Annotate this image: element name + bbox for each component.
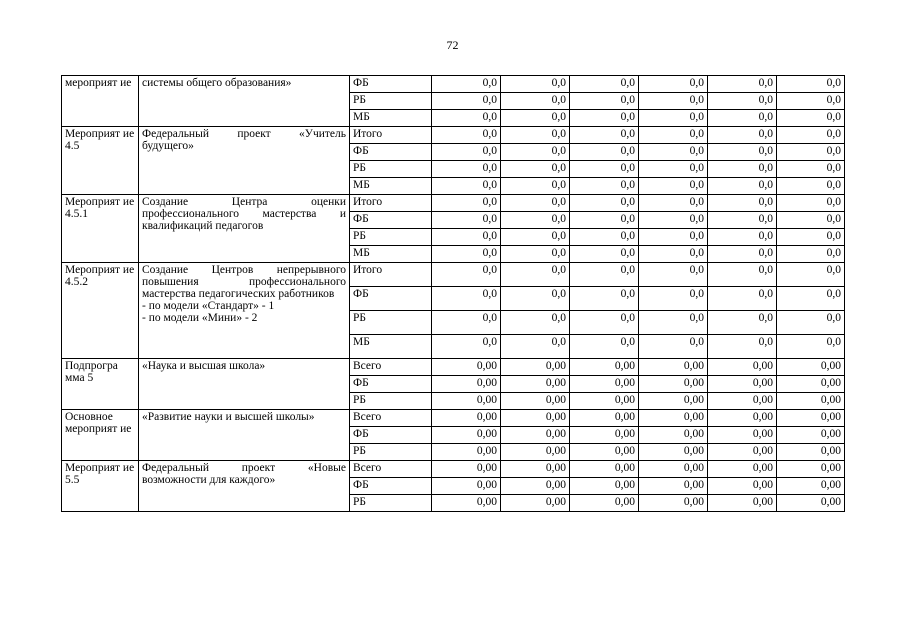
- funding-source-cell: ФБ: [350, 376, 432, 393]
- value-cell: 0,00: [708, 495, 777, 512]
- value-cell: 0,0: [639, 229, 708, 246]
- value-cell: 0,0: [432, 161, 501, 178]
- funding-source-cell: МБ: [350, 246, 432, 263]
- value-cell: 0,00: [639, 376, 708, 393]
- value-cell: 0,00: [570, 461, 639, 478]
- value-cell: 0,0: [501, 335, 570, 359]
- funding-source-cell: ФБ: [350, 478, 432, 495]
- value-cell: 0,00: [777, 461, 845, 478]
- value-cell: 0,0: [501, 178, 570, 195]
- value-cell: 0,0: [570, 287, 639, 311]
- measure-label-cell: Мероприят ие 5.5: [62, 461, 139, 512]
- value-cell: 0,0: [777, 287, 845, 311]
- value-cell: 0,00: [570, 376, 639, 393]
- value-cell: 0,0: [777, 161, 845, 178]
- funding-source-cell: ФБ: [350, 212, 432, 229]
- value-cell: 0,0: [777, 178, 845, 195]
- funding-source-cell: ФБ: [350, 144, 432, 161]
- value-cell: 0,00: [570, 410, 639, 427]
- value-cell: 0,00: [501, 427, 570, 444]
- value-cell: 0,00: [570, 495, 639, 512]
- value-cell: 0,00: [708, 461, 777, 478]
- funding-source-cell: РБ: [350, 311, 432, 335]
- value-cell: 0,00: [570, 359, 639, 376]
- value-cell: 0,00: [432, 410, 501, 427]
- table-row: [62, 127, 845, 144]
- measure-label-cell: Мероприят ие 4.5.2: [62, 263, 139, 359]
- table-row: [62, 359, 845, 376]
- measure-name-cell: Создание Центра оценки профессионального мастерства и квалификаций педагогов: [139, 195, 350, 263]
- value-cell: 0,0: [501, 144, 570, 161]
- funding-source-cell: Всего: [350, 461, 432, 478]
- value-cell: 0,0: [708, 229, 777, 246]
- budget-table: [61, 75, 845, 512]
- value-cell: 0,0: [570, 263, 639, 287]
- value-cell: 0,00: [708, 376, 777, 393]
- value-cell: 0,00: [639, 359, 708, 376]
- value-cell: 0,00: [570, 478, 639, 495]
- funding-source-cell: ФБ: [350, 427, 432, 444]
- value-cell: 0,00: [501, 461, 570, 478]
- value-cell: 0,0: [708, 311, 777, 335]
- funding-source-cell: Всего: [350, 359, 432, 376]
- value-cell: 0,0: [432, 311, 501, 335]
- value-cell: 0,00: [639, 478, 708, 495]
- measure-name-cell: Создание Центров непрерывного повышения профессионального мастерства педагогических работников - по модели «Стандарт» - 1 - по модели «Мини» - 2: [139, 263, 350, 359]
- value-cell: 0,0: [639, 246, 708, 263]
- value-cell: 0,0: [777, 229, 845, 246]
- value-cell: 0,0: [432, 263, 501, 287]
- measure-name-cell: системы общего образования»: [139, 76, 350, 127]
- value-cell: 0,0: [432, 127, 501, 144]
- funding-source-cell: РБ: [350, 93, 432, 110]
- value-cell: 0,0: [570, 195, 639, 212]
- measure-label-cell: Основное мероприят ие: [62, 410, 139, 461]
- value-cell: 0,00: [708, 359, 777, 376]
- value-cell: 0,0: [432, 178, 501, 195]
- funding-source-cell: РБ: [350, 393, 432, 410]
- value-cell: 0,0: [777, 335, 845, 359]
- value-cell: 0,00: [501, 478, 570, 495]
- value-cell: 0,0: [708, 161, 777, 178]
- value-cell: 0,0: [639, 127, 708, 144]
- value-cell: 0,00: [570, 444, 639, 461]
- measure-label-cell: Мероприят ие 4.5: [62, 127, 139, 195]
- value-cell: 0,0: [432, 76, 501, 93]
- funding-source-cell: РБ: [350, 495, 432, 512]
- value-cell: 0,00: [570, 427, 639, 444]
- value-cell: 0,0: [777, 195, 845, 212]
- value-cell: 0,0: [570, 144, 639, 161]
- funding-source-cell: Всего: [350, 410, 432, 427]
- value-cell: 0,00: [708, 478, 777, 495]
- value-cell: 0,0: [639, 178, 708, 195]
- value-cell: 0,00: [777, 495, 845, 512]
- value-cell: 0,0: [777, 127, 845, 144]
- value-cell: 0,00: [639, 444, 708, 461]
- value-cell: 0,00: [777, 376, 845, 393]
- funding-source-cell: РБ: [350, 161, 432, 178]
- value-cell: 0,0: [432, 110, 501, 127]
- value-cell: 0,0: [432, 93, 501, 110]
- value-cell: 0,0: [432, 144, 501, 161]
- value-cell: 0,00: [639, 427, 708, 444]
- value-cell: 0,00: [639, 410, 708, 427]
- value-cell: 0,0: [570, 127, 639, 144]
- value-cell: 0,00: [777, 478, 845, 495]
- value-cell: 0,0: [501, 311, 570, 335]
- value-cell: 0,00: [432, 495, 501, 512]
- measure-label-cell: Подпрогра мма 5: [62, 359, 139, 410]
- measure-name-cell: «Развитие науки и высшей школы»: [139, 410, 350, 461]
- value-cell: 0,0: [432, 212, 501, 229]
- value-cell: 0,0: [708, 263, 777, 287]
- value-cell: 0,0: [570, 93, 639, 110]
- value-cell: 0,0: [708, 76, 777, 93]
- value-cell: 0,0: [501, 246, 570, 263]
- value-cell: 0,00: [432, 376, 501, 393]
- value-cell: 0,0: [639, 287, 708, 311]
- value-cell: 0,00: [501, 376, 570, 393]
- value-cell: 0,0: [639, 144, 708, 161]
- funding-source-cell: МБ: [350, 178, 432, 195]
- value-cell: 0,0: [708, 212, 777, 229]
- value-cell: 0,0: [570, 178, 639, 195]
- table-row: [62, 410, 845, 427]
- value-cell: 0,00: [432, 478, 501, 495]
- value-cell: 0,00: [501, 359, 570, 376]
- measure-label-cell: Мероприят ие 4.5.1: [62, 195, 139, 263]
- funding-source-cell: МБ: [350, 335, 432, 359]
- value-cell: 0,0: [777, 144, 845, 161]
- value-cell: 0,00: [708, 410, 777, 427]
- value-cell: 0,00: [777, 444, 845, 461]
- value-cell: 0,00: [777, 427, 845, 444]
- value-cell: 0,00: [570, 393, 639, 410]
- value-cell: 0,00: [501, 410, 570, 427]
- value-cell: 0,0: [708, 246, 777, 263]
- table-row: [62, 76, 845, 93]
- value-cell: 0,0: [501, 127, 570, 144]
- value-cell: 0,0: [570, 76, 639, 93]
- value-cell: 0,0: [570, 229, 639, 246]
- value-cell: 0,0: [777, 311, 845, 335]
- funding-source-cell: Итого: [350, 195, 432, 212]
- value-cell: 0,0: [708, 144, 777, 161]
- value-cell: 0,00: [432, 444, 501, 461]
- value-cell: 0,00: [777, 410, 845, 427]
- value-cell: 0,0: [501, 161, 570, 178]
- table-row: [62, 461, 845, 478]
- value-cell: 0,00: [708, 427, 777, 444]
- value-cell: 0,0: [777, 93, 845, 110]
- value-cell: 0,0: [501, 110, 570, 127]
- value-cell: 0,00: [777, 359, 845, 376]
- value-cell: 0,0: [639, 335, 708, 359]
- value-cell: 0,0: [432, 195, 501, 212]
- value-cell: 0,0: [639, 110, 708, 127]
- value-cell: 0,0: [639, 93, 708, 110]
- value-cell: 0,00: [501, 495, 570, 512]
- value-cell: 0,0: [501, 93, 570, 110]
- value-cell: 0,00: [639, 461, 708, 478]
- value-cell: 0,00: [777, 393, 845, 410]
- value-cell: 0,0: [639, 263, 708, 287]
- value-cell: 0,0: [708, 110, 777, 127]
- value-cell: 0,0: [708, 127, 777, 144]
- value-cell: 0,0: [570, 161, 639, 178]
- value-cell: 0,0: [708, 335, 777, 359]
- value-cell: 0,0: [777, 110, 845, 127]
- value-cell: 0,0: [777, 246, 845, 263]
- value-cell: 0,00: [639, 393, 708, 410]
- value-cell: 0,0: [639, 212, 708, 229]
- value-cell: 0,0: [777, 76, 845, 93]
- measure-name-cell: Федеральный проект «Новые возможности для каждого»: [139, 461, 350, 512]
- value-cell: 0,00: [432, 393, 501, 410]
- measure-name-cell: «Наука и высшая школа»: [139, 359, 350, 410]
- value-cell: 0,0: [570, 212, 639, 229]
- value-cell: 0,0: [708, 93, 777, 110]
- value-cell: 0,0: [708, 178, 777, 195]
- budget-table-body: [62, 76, 845, 512]
- funding-source-cell: ФБ: [350, 76, 432, 93]
- table-row: [62, 195, 845, 212]
- funding-source-cell: Итого: [350, 127, 432, 144]
- value-cell: 0,0: [570, 246, 639, 263]
- value-cell: 0,0: [639, 195, 708, 212]
- value-cell: 0,0: [570, 110, 639, 127]
- value-cell: 0,0: [639, 76, 708, 93]
- table-row: [62, 263, 845, 287]
- funding-source-cell: МБ: [350, 110, 432, 127]
- value-cell: 0,0: [501, 195, 570, 212]
- value-cell: 0,0: [432, 335, 501, 359]
- value-cell: 0,0: [570, 311, 639, 335]
- value-cell: 0,00: [708, 444, 777, 461]
- funding-source-cell: Итого: [350, 263, 432, 287]
- value-cell: 0,0: [777, 263, 845, 287]
- value-cell: 0,00: [501, 393, 570, 410]
- value-cell: 0,0: [501, 229, 570, 246]
- value-cell: 0,0: [432, 246, 501, 263]
- measure-name-cell: Федеральный проект «Учитель будущего»: [139, 127, 350, 195]
- value-cell: 0,0: [708, 195, 777, 212]
- value-cell: 0,0: [639, 311, 708, 335]
- value-cell: 0,00: [432, 427, 501, 444]
- value-cell: 0,00: [708, 393, 777, 410]
- value-cell: 0,00: [432, 461, 501, 478]
- value-cell: 0,00: [501, 444, 570, 461]
- value-cell: 0,0: [708, 287, 777, 311]
- value-cell: 0,0: [777, 212, 845, 229]
- value-cell: 0,0: [501, 287, 570, 311]
- funding-source-cell: ФБ: [350, 287, 432, 311]
- value-cell: 0,0: [501, 76, 570, 93]
- value-cell: 0,00: [639, 495, 708, 512]
- funding-source-cell: РБ: [350, 444, 432, 461]
- value-cell: 0,0: [570, 335, 639, 359]
- page-number: 72: [446, 38, 459, 52]
- value-cell: 0,0: [639, 161, 708, 178]
- measure-label-cell: мероприят ие: [62, 76, 139, 127]
- funding-source-cell: РБ: [350, 229, 432, 246]
- value-cell: 0,0: [432, 287, 501, 311]
- value-cell: 0,0: [432, 229, 501, 246]
- value-cell: 0,00: [432, 359, 501, 376]
- value-cell: 0,0: [501, 263, 570, 287]
- value-cell: 0,0: [501, 212, 570, 229]
